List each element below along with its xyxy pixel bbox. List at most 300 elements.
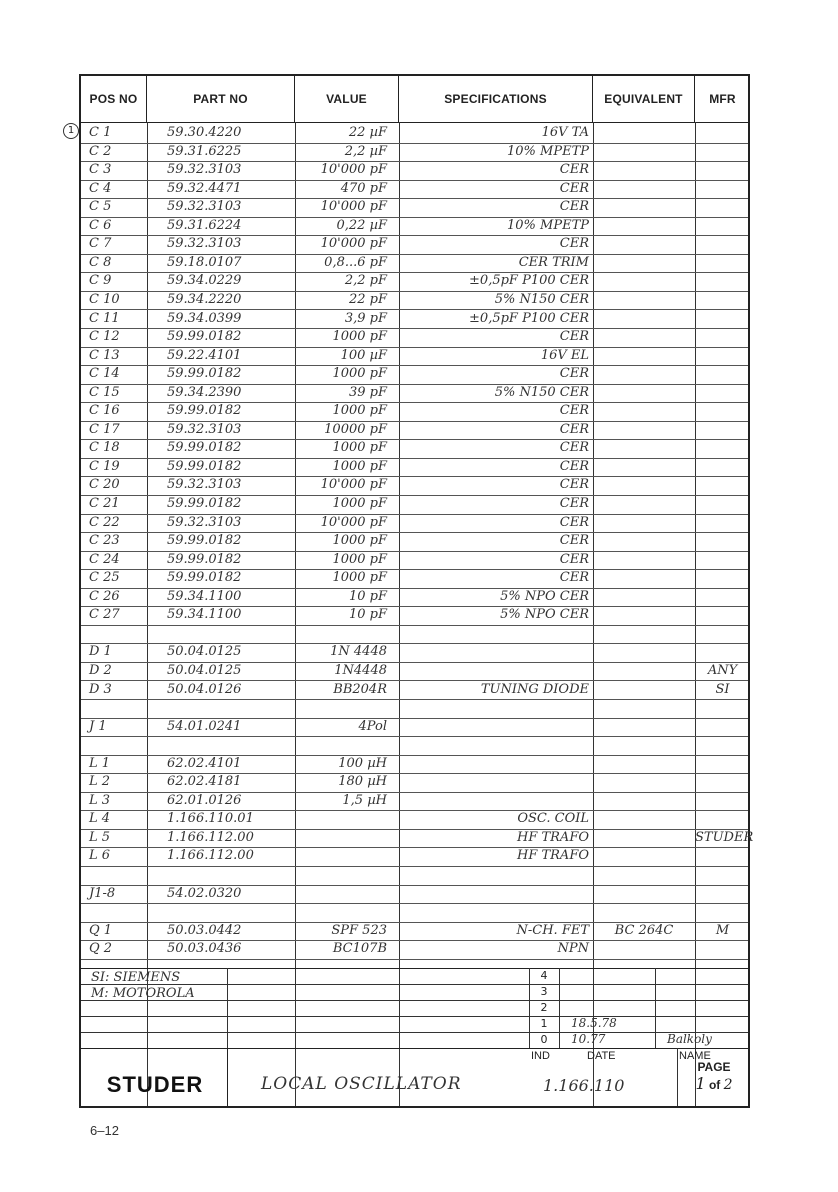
specification-cell: CER xyxy=(559,514,589,530)
part-no-cell: 1.166.112.00 xyxy=(167,829,254,845)
mfr-cell xyxy=(695,810,750,829)
pos-cell: C 4 xyxy=(89,180,112,196)
mfr-cell xyxy=(695,866,750,885)
mfr-cell xyxy=(695,421,750,440)
pos-cell: L 6 xyxy=(89,848,111,864)
pos-cell: L 5 xyxy=(89,829,111,845)
value-cell: 1000 pF xyxy=(332,496,387,511)
value-cell: 10 pF xyxy=(348,588,387,604)
value-cell: 1000 pF xyxy=(332,533,387,549)
specification-cell xyxy=(399,699,593,718)
mfr-cell xyxy=(695,569,750,588)
pos-cell xyxy=(89,699,145,718)
value-cell: 10000 pF xyxy=(324,421,387,437)
equivalent-cell xyxy=(593,272,695,291)
revision-line xyxy=(81,1016,748,1017)
table-row xyxy=(81,421,748,441)
value-cell xyxy=(295,829,395,848)
equivalent-cell xyxy=(593,551,695,570)
value-cell: BC107B xyxy=(332,941,387,957)
equivalent-cell xyxy=(593,365,695,384)
page-of-label: of xyxy=(708,1078,721,1092)
part-no-cell: 59.34.1100 xyxy=(167,607,242,623)
part-no-cell: 59.34.1100 xyxy=(167,588,242,604)
value-cell: 180 µH xyxy=(338,774,387,790)
mfr-cell xyxy=(695,495,750,514)
pos-cell: C 26 xyxy=(89,588,120,604)
mfr-cell xyxy=(695,328,750,347)
table-row xyxy=(81,662,748,682)
specification-cell xyxy=(399,773,593,792)
table-row xyxy=(81,866,748,886)
pos-cell: C 21 xyxy=(89,496,120,511)
part-no-cell: 59.18.0107 xyxy=(167,254,242,270)
table-row xyxy=(81,180,748,200)
revision-index: 0 xyxy=(540,1033,548,1046)
header-value: VALUE xyxy=(295,76,399,122)
part-no-cell: 59.99.0182 xyxy=(167,551,242,567)
value-cell: 1000 pF xyxy=(332,570,387,586)
specification-cell xyxy=(399,755,593,774)
equivalent-cell xyxy=(593,662,695,681)
mfr-cell xyxy=(695,272,750,291)
part-no-cell: 59.99.0182 xyxy=(167,329,242,345)
value-cell xyxy=(295,736,395,755)
table-row xyxy=(81,643,748,663)
table-row xyxy=(81,458,748,478)
table-row xyxy=(81,847,748,867)
mfr-cell: ANY xyxy=(707,662,738,678)
table-row xyxy=(81,773,748,793)
equivalent-cell xyxy=(593,829,695,848)
value-cell: 1000 pF xyxy=(332,329,387,345)
part-no-cell xyxy=(167,625,293,644)
pos-cell: C 2 xyxy=(89,143,112,159)
specification-cell xyxy=(399,866,593,885)
specification-cell: CER xyxy=(559,533,589,549)
value-cell: 0,22 µF xyxy=(336,217,387,233)
value-cell: 1000 pF xyxy=(332,366,387,382)
mfr-cell xyxy=(695,217,750,236)
table-row xyxy=(81,439,748,459)
table-row xyxy=(81,235,748,255)
pos-cell: Q 1 xyxy=(89,922,113,938)
revision-date: 18.5.78 xyxy=(571,1016,617,1030)
part-no-cell: 62.02.4101 xyxy=(167,755,242,771)
specification-cell: CER xyxy=(559,551,589,567)
revision-line xyxy=(81,1032,748,1033)
pos-cell: D 2 xyxy=(89,662,112,678)
equivalent-cell xyxy=(593,235,695,254)
pos-cell: C 8 xyxy=(89,254,112,270)
value-cell: 1000 pF xyxy=(332,551,387,567)
pos-cell xyxy=(89,866,145,885)
specification-cell: TUNING DIODE xyxy=(480,681,589,697)
value-cell xyxy=(295,903,395,922)
part-no-cell: 59.32.3103 xyxy=(167,162,242,178)
part-no-cell: 50.03.0436 xyxy=(167,941,242,957)
mfr-cell xyxy=(695,124,750,143)
pos-cell: C 5 xyxy=(89,199,112,215)
table-row xyxy=(81,681,748,701)
pos-cell: C 19 xyxy=(89,458,120,474)
equivalent-cell xyxy=(593,143,695,162)
mfr-cell xyxy=(695,625,750,644)
part-no-cell: 1.166.110.01 xyxy=(167,811,254,827)
mfr-cell xyxy=(695,310,750,329)
table-row xyxy=(81,551,748,571)
value-cell: 2,2 pF xyxy=(344,273,387,289)
part-no-cell: 59.32.3103 xyxy=(167,477,242,493)
equivalent-cell xyxy=(593,588,695,607)
table-row xyxy=(81,198,748,218)
mfr-cell xyxy=(695,180,750,199)
sheet-page-number: 6–12 xyxy=(90,1123,119,1138)
table-row xyxy=(81,606,748,626)
part-no-cell: 59.32.3103 xyxy=(167,421,242,437)
part-no-cell: 59.34.2220 xyxy=(167,291,242,307)
value-cell: 22 µF xyxy=(348,125,387,140)
revision-index: 1 xyxy=(540,1017,548,1030)
specification-cell: CER TRIM xyxy=(518,254,589,270)
header-specifications: SPECIFICATIONS xyxy=(399,76,593,122)
equivalent-cell xyxy=(593,310,695,329)
pos-cell: C 3 xyxy=(89,162,112,178)
equivalent-cell xyxy=(593,421,695,440)
part-no-cell: 59.99.0182 xyxy=(167,533,242,549)
mfr-cell xyxy=(695,606,750,625)
mfr-cell xyxy=(695,291,750,310)
equivalent-cell xyxy=(593,903,695,922)
revision-circle-mark: 1 xyxy=(63,123,79,139)
page-divider xyxy=(677,1048,678,1106)
equivalent-cell: BC 264C xyxy=(614,922,674,938)
mfr-cell xyxy=(695,903,750,922)
value-cell: 1N4448 xyxy=(334,662,387,678)
mfr-cell xyxy=(695,643,750,662)
specification-cell: 5% N150 CER xyxy=(494,384,589,400)
parts-list-sheet xyxy=(67,74,754,1108)
mfr-cell xyxy=(695,402,750,421)
part-no-cell: 50.04.0125 xyxy=(167,644,242,660)
value-cell: 39 pF xyxy=(348,384,387,400)
mfr-cell xyxy=(695,551,750,570)
value-cell: 1000 pF xyxy=(332,403,387,419)
specification-cell: ±0,5pF P100 CER xyxy=(469,273,589,289)
mfr-cell xyxy=(695,755,750,774)
part-no-cell: 59.34.0229 xyxy=(167,273,242,289)
mfr-cell xyxy=(695,588,750,607)
pos-cell: D 1 xyxy=(89,644,112,660)
equivalent-cell xyxy=(593,792,695,811)
table-row xyxy=(81,885,748,905)
equivalent-cell xyxy=(593,681,695,700)
equivalent-cell xyxy=(593,643,695,662)
pos-cell: C 13 xyxy=(89,347,120,363)
pos-cell: C 9 xyxy=(89,273,112,289)
value-cell: 10'000 pF xyxy=(320,477,387,493)
equivalent-cell xyxy=(593,161,695,180)
specification-cell: N-CH. FET xyxy=(516,922,589,938)
part-no-cell: 59.99.0182 xyxy=(167,403,242,419)
brand-divider xyxy=(227,1048,228,1106)
mfr-cell xyxy=(695,254,750,273)
part-no-cell: 59.31.6224 xyxy=(167,217,242,233)
specification-cell: OSC. COIL xyxy=(517,811,589,827)
equivalent-cell xyxy=(593,755,695,774)
mfr-cell xyxy=(695,736,750,755)
pos-cell: C 24 xyxy=(89,551,120,567)
equivalent-cell xyxy=(593,458,695,477)
table-row xyxy=(81,365,748,385)
mfr-cell xyxy=(695,940,750,959)
name-divider xyxy=(655,968,656,1048)
equivalent-cell xyxy=(593,940,695,959)
mfr-cell xyxy=(695,161,750,180)
specification-cell: 10% MPETP xyxy=(507,217,589,233)
ind-label: IND xyxy=(531,1050,550,1062)
part-no-cell: 59.99.0182 xyxy=(167,570,242,586)
specification-cell: CER xyxy=(559,403,589,419)
pos-cell: C 23 xyxy=(89,533,120,549)
pos-cell: L 2 xyxy=(89,774,111,790)
table-row xyxy=(81,143,748,163)
table-row xyxy=(81,699,748,719)
pos-cell: C 20 xyxy=(89,477,120,493)
mfr-cell: SI xyxy=(715,681,730,697)
mfr-cell xyxy=(695,847,750,866)
specification-cell: CER xyxy=(559,440,589,456)
equivalent-cell xyxy=(593,625,695,644)
equivalent-cell xyxy=(593,606,695,625)
mfr-cell xyxy=(695,514,750,533)
mfr-cell xyxy=(695,384,750,403)
part-no-cell: 50.03.0442 xyxy=(167,922,242,938)
pos-cell: C 14 xyxy=(89,366,120,382)
value-cell: 10'000 pF xyxy=(320,514,387,530)
page-number: 1 xyxy=(695,1074,706,1093)
page-box xyxy=(679,1060,749,1093)
pos-cell: C 7 xyxy=(89,236,112,252)
part-no-cell: 59.99.0182 xyxy=(167,366,242,382)
part-no-cell xyxy=(167,736,293,755)
equivalent-cell xyxy=(593,180,695,199)
mfr-cell xyxy=(695,885,750,904)
pos-cell: C 17 xyxy=(89,421,120,437)
table-row xyxy=(81,310,748,330)
header-mfr: MFR xyxy=(709,92,736,106)
value-cell: 100 µH xyxy=(338,755,387,771)
pos-cell: L 4 xyxy=(89,811,111,827)
part-no-cell: 59.31.6225 xyxy=(167,143,242,159)
revision-footer-line xyxy=(81,1048,748,1049)
specification-cell: CER xyxy=(559,236,589,252)
page-label: PAGE xyxy=(697,1060,731,1074)
value-cell: 100 µF xyxy=(340,347,387,363)
table-row xyxy=(81,625,748,645)
specification-cell: CER xyxy=(559,329,589,345)
title-block-border xyxy=(81,968,748,969)
date-label: DATE xyxy=(587,1050,616,1062)
value-cell xyxy=(295,699,395,718)
table-row xyxy=(81,476,748,496)
equivalent-cell xyxy=(593,847,695,866)
document-number: 1.166.110 xyxy=(543,1076,625,1095)
value-cell: 3,9 pF xyxy=(344,310,387,326)
value-cell: 1,5 µH xyxy=(342,792,387,808)
equivalent-cell xyxy=(593,476,695,495)
mfr-cell xyxy=(695,792,750,811)
part-no-cell xyxy=(167,903,293,922)
mfr-cell xyxy=(695,532,750,551)
equivalent-cell xyxy=(593,866,695,885)
part-no-cell: 1.166.112.00 xyxy=(167,848,254,864)
part-no-cell: 59.32.3103 xyxy=(167,236,242,252)
value-cell: 22 pF xyxy=(348,291,387,307)
revision-date: 10.77 xyxy=(571,1032,606,1046)
specification-cell: CER xyxy=(559,458,589,474)
table-row xyxy=(81,124,748,144)
mfr-cell: M xyxy=(715,922,730,938)
part-no-cell: 50.04.0126 xyxy=(167,681,242,697)
value-cell: SPF 523 xyxy=(331,922,387,938)
equivalent-cell xyxy=(593,217,695,236)
part-no-cell: 62.02.4181 xyxy=(167,774,242,790)
title-block xyxy=(81,968,748,1106)
part-no-cell: 59.99.0182 xyxy=(167,458,242,474)
specification-cell: ±0,5pF P100 CER xyxy=(469,310,589,326)
pos-cell: L 1 xyxy=(89,755,111,771)
table-row xyxy=(81,810,748,830)
table-row xyxy=(81,903,748,923)
table-row xyxy=(81,347,748,367)
equivalent-cell xyxy=(593,718,695,737)
specification-cell: 5% NPO CER xyxy=(500,607,589,623)
mfr-cell xyxy=(695,347,750,366)
equivalent-cell xyxy=(593,254,695,273)
specification-cell: CER xyxy=(559,477,589,493)
pos-cell: D 3 xyxy=(89,681,112,697)
part-no-cell xyxy=(167,866,293,885)
pos-cell: C 18 xyxy=(89,440,120,456)
value-cell: 1000 pF xyxy=(332,458,387,474)
table-row xyxy=(81,718,748,738)
revision-index: 3 xyxy=(540,985,548,998)
equivalent-cell xyxy=(593,198,695,217)
part-no-cell: 59.34.0399 xyxy=(167,310,242,326)
table-row xyxy=(81,254,748,274)
notes-divider xyxy=(227,968,228,1048)
value-cell: 0,8...6 pF xyxy=(324,254,387,270)
value-cell: BB204R xyxy=(333,681,387,697)
studer-logo: STUDER xyxy=(106,1072,204,1097)
part-no-cell: 59.32.3103 xyxy=(167,199,242,215)
part-no-cell: 59.30.4220 xyxy=(167,125,242,140)
name-label: NAME xyxy=(679,1050,711,1062)
pos-cell: C 16 xyxy=(89,403,120,419)
value-cell: 2,2 µF xyxy=(344,143,387,159)
revision-index: 2 xyxy=(540,1001,548,1014)
value-cell xyxy=(295,885,395,904)
value-cell xyxy=(295,625,395,644)
equivalent-cell xyxy=(593,699,695,718)
mfr-cell xyxy=(695,439,750,458)
mfr-cell xyxy=(695,699,750,718)
table-row xyxy=(81,402,748,422)
specification-cell: HF TRAFO xyxy=(516,829,589,845)
pos-cell: J 1 xyxy=(89,718,107,734)
pos-cell xyxy=(89,736,145,755)
specification-cell: HF TRAFO xyxy=(516,848,589,864)
value-cell: 10'000 pF xyxy=(320,199,387,215)
pos-cell: C 25 xyxy=(89,570,120,586)
specification-cell xyxy=(399,718,593,737)
part-no-cell xyxy=(167,699,293,718)
mfr-cell xyxy=(695,198,750,217)
specification-cell xyxy=(399,736,593,755)
part-no-cell: 54.02.0320 xyxy=(167,885,242,901)
mfr-cell: STUDER xyxy=(695,829,754,845)
pos-cell: C 22 xyxy=(89,514,120,530)
part-no-cell: 59.99.0182 xyxy=(167,496,242,511)
specification-cell: CER xyxy=(559,199,589,215)
equivalent-cell xyxy=(593,773,695,792)
header-equivalent: EQUIVALENT xyxy=(593,76,695,122)
part-no-cell: 59.32.3103 xyxy=(167,514,242,530)
pos-cell: J1-8 xyxy=(89,885,116,901)
mfr-cell xyxy=(695,718,750,737)
pos-cell: C 27 xyxy=(89,607,120,623)
specification-cell: CER xyxy=(559,496,589,511)
date-divider xyxy=(559,968,560,1048)
pos-cell: C 11 xyxy=(89,310,120,326)
value-cell xyxy=(295,866,395,885)
specification-cell: CER xyxy=(559,421,589,437)
equivalent-cell xyxy=(593,328,695,347)
equivalent-cell xyxy=(593,402,695,421)
table-row xyxy=(81,532,748,552)
specification-cell: CER xyxy=(559,366,589,382)
specification-cell xyxy=(399,625,593,644)
mfr-cell xyxy=(695,235,750,254)
revision-line xyxy=(81,1000,748,1001)
table-row xyxy=(81,161,748,181)
value-cell xyxy=(295,810,395,829)
table-row xyxy=(81,588,748,608)
equivalent-cell xyxy=(593,439,695,458)
specification-cell: CER xyxy=(559,180,589,196)
table-row xyxy=(81,384,748,404)
value-cell: 10'000 pF xyxy=(320,162,387,178)
value-cell: 1000 pF xyxy=(332,440,387,456)
revision-line xyxy=(81,984,748,985)
table-row xyxy=(81,736,748,756)
specification-cell: CER xyxy=(559,162,589,178)
equivalent-cell xyxy=(593,495,695,514)
document-title: LOCAL OSCILLATOR xyxy=(261,1074,462,1094)
part-no-cell: 59.99.0182 xyxy=(167,440,242,456)
table-row xyxy=(81,829,754,849)
mfr-cell xyxy=(695,365,750,384)
value-cell: 470 pF xyxy=(340,180,387,196)
value-cell: 10'000 pF xyxy=(320,236,387,252)
value-cell: 10 pF xyxy=(348,607,387,623)
specification-cell xyxy=(399,662,593,681)
table-row xyxy=(81,495,748,515)
part-no-cell: 59.22.4101 xyxy=(167,347,242,363)
table-row xyxy=(81,922,748,942)
page-total: 2 xyxy=(723,1077,733,1093)
